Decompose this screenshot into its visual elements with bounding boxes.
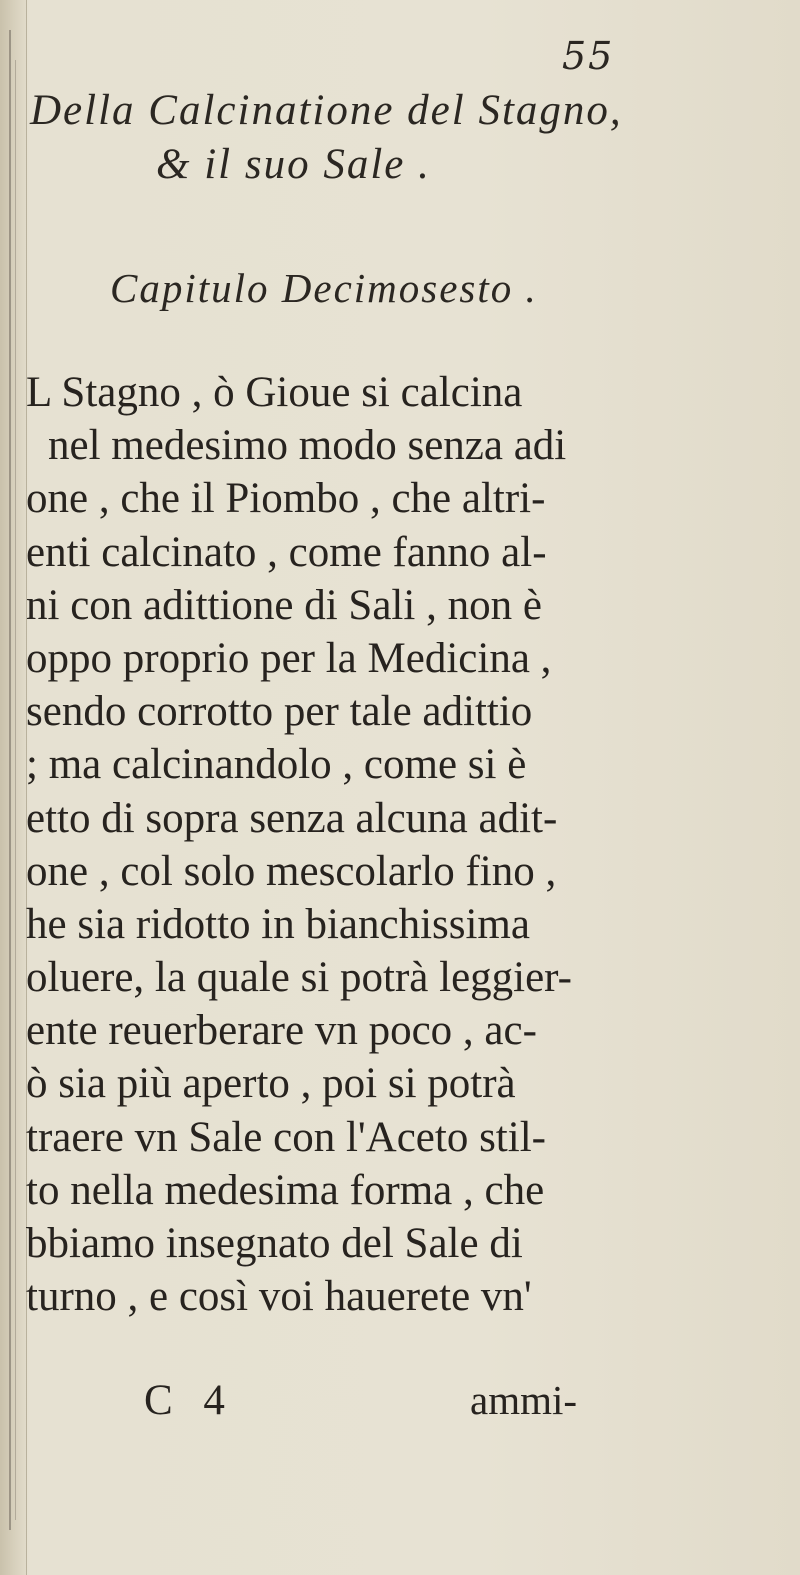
chapter-heading: Capitulo Decimosesto . [110, 265, 538, 311]
body-line: ò sia più aperto , poi si potrà [26, 1060, 516, 1108]
body-line: etto di sopra senza alcuna adit- [26, 794, 558, 842]
body-line: sendo corrotto per tale adittio [26, 688, 533, 736]
gutter-edge-line-inner [15, 60, 16, 1520]
body-line: enti calcinato , come fanno al- [26, 528, 547, 576]
body-line: bbiamo insegnato del Sale di [26, 1220, 523, 1267]
body-line: oppo proprio per la Medicina , [26, 634, 552, 682]
body-line: turno , e così voi hauerete vn' [26, 1273, 532, 1321]
body-line: L Stagno , ò Gioue si calcina [26, 369, 523, 416]
body-text [26, 366, 686, 1323]
binding-gutter [0, 0, 27, 1575]
body-line: nel medesimo modo senza adi [48, 422, 567, 470]
body-line: one , che il Piombo , che altri- [26, 475, 546, 523]
gutter-edge-line [9, 30, 11, 1530]
body-line: one , col solo mescolarlo fino , [26, 847, 557, 895]
section-title-line-1: Della Calcinatione del Stagno, [30, 87, 623, 134]
section-title-line-2: & il suo Sale . [156, 141, 431, 188]
body-line: traere vn Sale con l'Aceto stil- [26, 1113, 546, 1161]
body-line: ; ma calcinandolo , come si è [26, 741, 527, 789]
page-footer [0, 1376, 800, 1426]
signature-mark: C 4 [144, 1377, 235, 1424]
body-line: to nella medesima forma , che [26, 1166, 545, 1214]
catchword: ammi- [470, 1377, 578, 1423]
page-number: 55 [562, 34, 615, 78]
body-line: oluere, la quale si potrà leggier- [26, 954, 572, 1002]
body-line: he sia ridotto in bianchissima [26, 900, 530, 948]
body-line: ni con adittione di Sali , non è [26, 581, 542, 629]
body-line: ente reuerberare vn poco , ac- [26, 1007, 537, 1055]
